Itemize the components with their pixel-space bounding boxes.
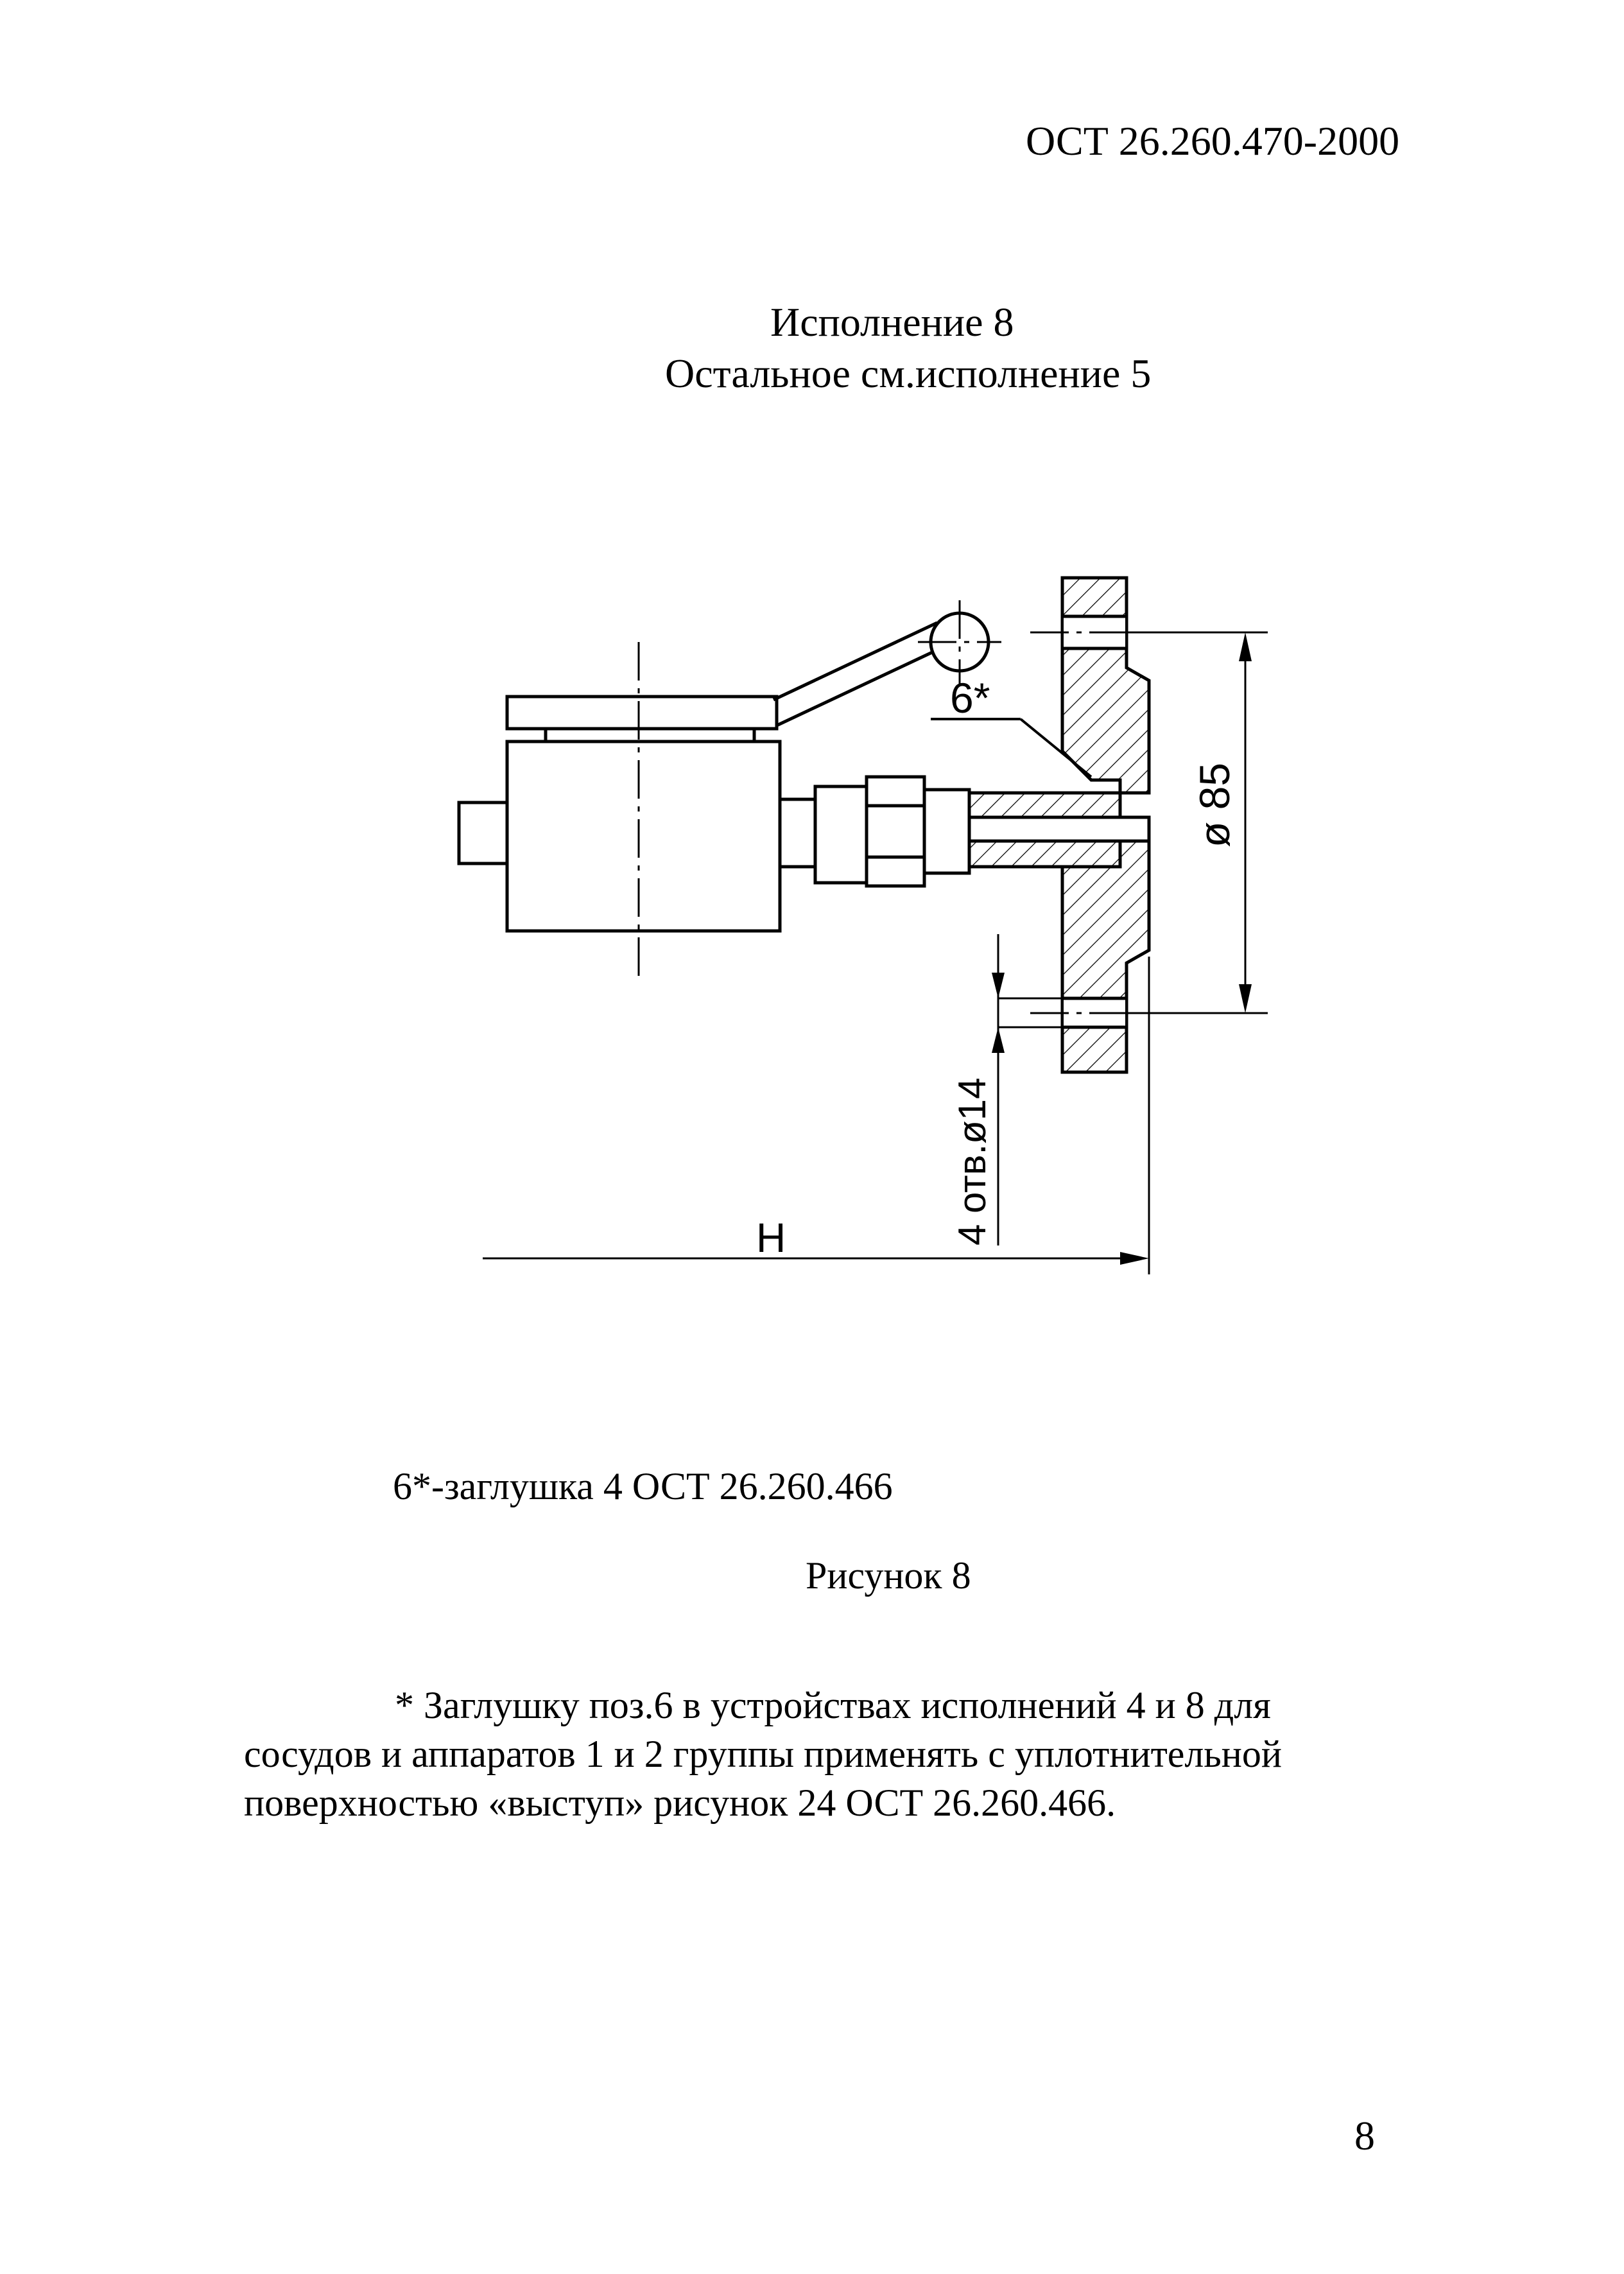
figure-caption: Рисунок 8 [806, 1554, 971, 1597]
dim-holes [998, 934, 1062, 1245]
part-note: 6*-заглушка 4 ОСТ 26.260.466 [393, 1465, 893, 1507]
section-subtitle: Остальное см.исполнение 5 [665, 351, 1152, 396]
dim-diameter-label: ø 85 [1191, 762, 1238, 847]
dim-length-label: H [756, 1215, 786, 1261]
dim-holes-label: 4 отв.ø14 [951, 1077, 994, 1245]
dim-length [483, 957, 1149, 1274]
page-number: 8 [1354, 2113, 1375, 2158]
paragraph-line: * Заглушку поз.6 в устройствах исполнений 4 и 8 для [395, 1684, 1271, 1726]
section-title: Исполнение 8 [770, 299, 1014, 345]
callout-label: 6* [950, 674, 990, 722]
paragraph-line: сосудов и аппаратов 1 и 2 группы применять с уплотнительной [244, 1733, 1282, 1775]
paragraph-line: поверхностью «выступ» рисунок 24 ОСТ 26.260.466. [244, 1782, 1116, 1824]
footnote-paragraph [244, 1681, 1348, 1827]
valve-body [459, 613, 989, 931]
document-code: ОСТ 26.260.470-2000 [1026, 118, 1400, 164]
